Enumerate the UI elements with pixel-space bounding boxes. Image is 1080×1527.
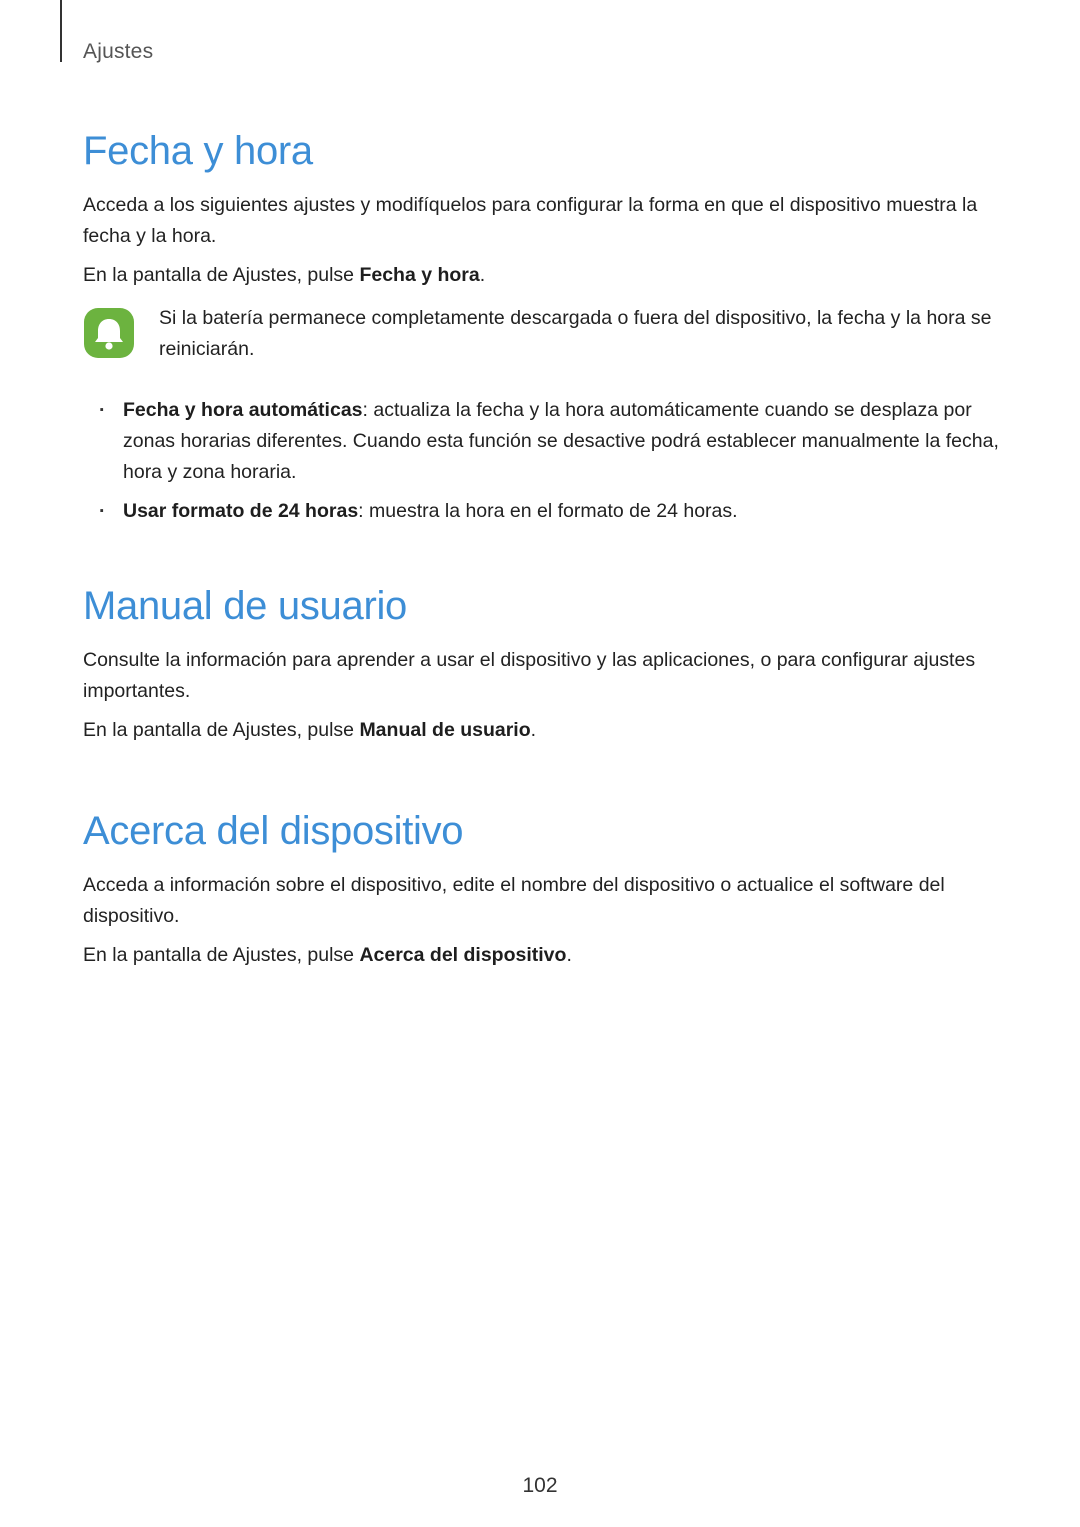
list-item bbox=[123, 395, 1003, 488]
section-fecha-y-hora bbox=[83, 122, 1003, 527]
settings-path-prefix: En la pantalla de Ajustes, pulse bbox=[83, 719, 360, 741]
settings-path-target: Manual de usuario bbox=[359, 719, 531, 741]
settings-path-prefix: En la pantalla de Ajustes, pulse bbox=[83, 264, 360, 286]
section-intro: Acceda a información sobre el dispositivo, edite el nombre del dispositivo o actualice el software del dispositivo. bbox=[83, 874, 945, 927]
notification-bell-icon bbox=[83, 307, 135, 359]
option-description: : actualiza la fecha y la hora automáticamente cuando se desplaza por zonas horarias diferentes. Cuando esta función se desactive podrá establecer manualmente la fecha, hora y zona horaria. bbox=[123, 399, 999, 483]
page-number: 102 bbox=[522, 1474, 558, 1497]
section-title: Acerca del dispositivo bbox=[83, 809, 464, 853]
corner-rule bbox=[60, 0, 62, 62]
option-term: Fecha y hora automáticas bbox=[123, 399, 363, 421]
settings-path-suffix: . bbox=[530, 719, 537, 741]
section-intro: Consulte la información para aprender a usar el dispositivo y las aplicaciones, o para configurar ajustes importantes. bbox=[83, 649, 976, 702]
settings-path-prefix: En la pantalla de Ajustes, pulse bbox=[83, 944, 360, 966]
settings-path bbox=[83, 260, 1003, 291]
list-item bbox=[123, 496, 1003, 527]
section-acerca-del-dispositivo bbox=[83, 802, 1003, 971]
option-description: : muestra la hora en el formato de 24 horas. bbox=[358, 500, 738, 522]
settings-path bbox=[83, 940, 1003, 971]
option-term: Usar formato de 24 horas bbox=[123, 500, 359, 522]
settings-path bbox=[83, 715, 1003, 746]
section-title: Manual de usuario bbox=[83, 584, 408, 628]
settings-path-suffix: . bbox=[479, 264, 486, 286]
note-text: Si la batería permanece completamente descargada o fuera del dispositivo, la fecha y la hora se reiniciarán. bbox=[159, 307, 992, 360]
options-list bbox=[83, 395, 1003, 527]
section-title: Fecha y hora bbox=[83, 129, 313, 173]
section-intro: Acceda a los siguientes ajustes y modifíquelos para configurar la forma en que el dispositivo muestra la fecha y la hora. bbox=[83, 194, 978, 247]
note-callout bbox=[83, 303, 1003, 365]
settings-path-suffix: . bbox=[566, 944, 572, 966]
running-header: Ajustes bbox=[83, 40, 154, 63]
settings-path-target: Fecha y hora bbox=[359, 264, 480, 286]
page-content bbox=[83, 122, 1003, 971]
settings-path-target: Acerca del dispositivo bbox=[359, 944, 567, 966]
section-manual-de-usuario bbox=[83, 577, 1003, 746]
